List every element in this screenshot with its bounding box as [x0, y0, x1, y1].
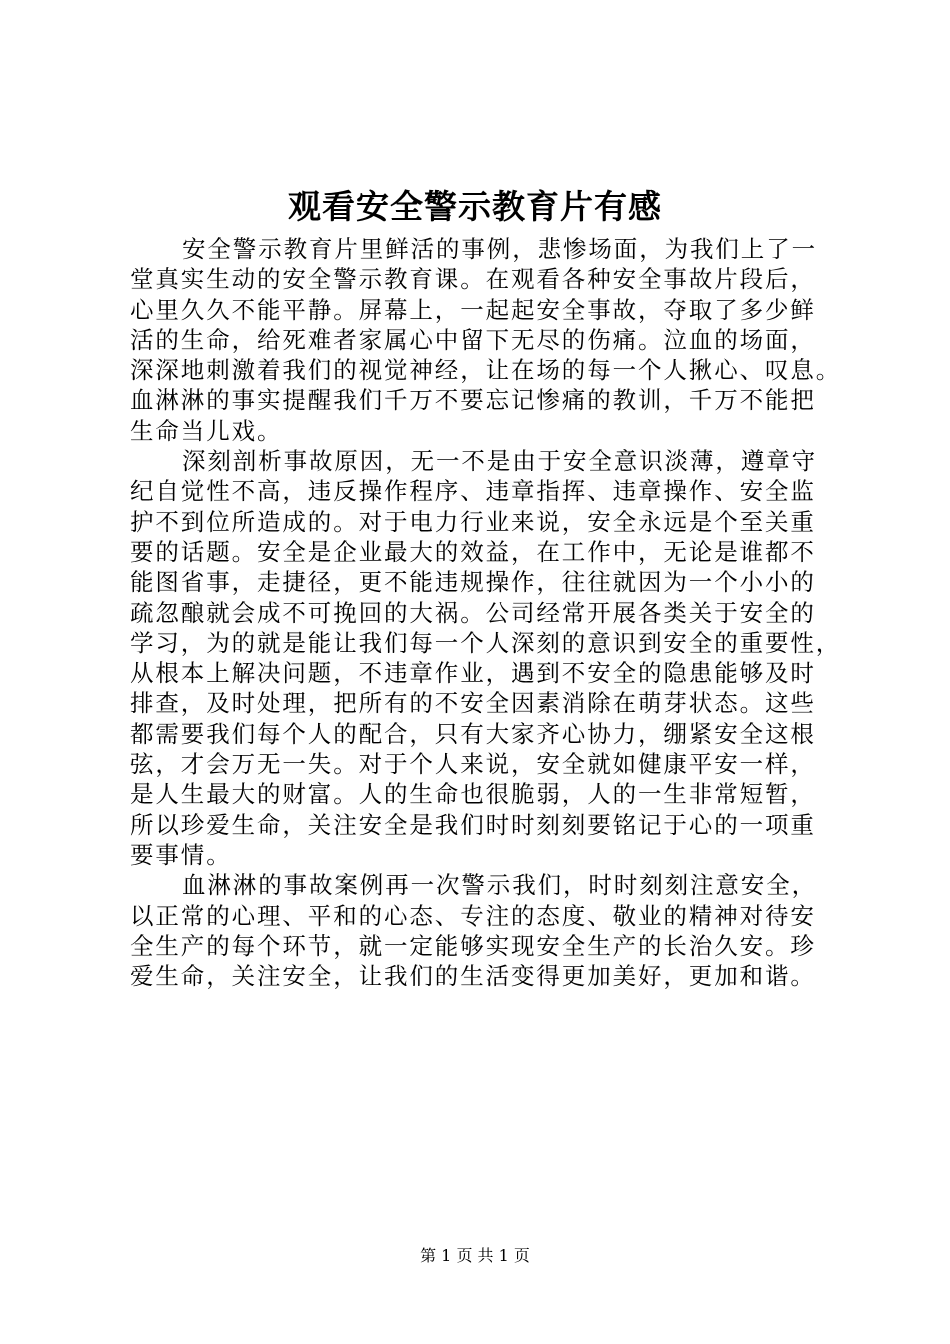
paragraph-line: 活的生命，给死难者家属心中留下无尽的伤痛。泣血的场面，: [130, 325, 816, 354]
paragraph-line: 都需要我们每个人的配合，只有大家齐心协力，绷紧安全这根: [130, 719, 816, 748]
document-body: [130, 234, 840, 991]
paragraph-1: [130, 234, 840, 446]
paragraph-line: 护不到位所造成的。对于电力行业来说，安全永远是个至关重: [130, 507, 816, 536]
paragraph-line: 纪自觉性不高，违反操作程序、违章指挥、违章操作、安全监: [130, 477, 816, 506]
paragraph-line: 血淋淋的事故案例再一次警示我们，时时刻刻注意安全，: [182, 871, 817, 900]
paragraph-line: 深刻剖析事故原因，无一不是由于安全意识淡薄，遵章守: [182, 447, 817, 476]
paragraph-2: [130, 446, 840, 870]
paragraph-line: 要事情。: [130, 840, 232, 869]
paragraph-line: 安全警示教育片里鲜活的事例，悲惨场面，为我们上了一: [182, 235, 817, 263]
paragraph-line: 深深地刺激着我们的视觉神经，让在场的每一个人揪心、叹息。: [130, 356, 842, 385]
paragraph-line: 血淋淋的事实提醒我们千万不要忘记惨痛的教训，千万不能把: [130, 386, 816, 415]
paragraph-3: [130, 870, 840, 991]
paragraph-line: 爱生命，关注安全，让我们的生活变得更加美好，更加和谐。: [130, 962, 816, 991]
paragraph-line: 心里久久不能平静。屏幕上，一起起安全事故，夺取了多少鲜: [130, 295, 816, 324]
paragraph-line: 所以珍爱生命，关注安全是我们时时刻刻要铭记于心的一项重: [130, 810, 816, 839]
paragraph-line: 全生产的每个环节，就一定能够实现安全生产的长治久安。珍: [130, 931, 816, 960]
paragraph-line: 学习，为的就是能让我们每一个人深刻的意识到安全的重要性，: [130, 628, 842, 657]
paragraph-line: 堂真实生动的安全警示教育课。在观看各种安全事故片段后，: [130, 265, 816, 294]
paragraph-line: 弦，才会万无一失。对于个人来说，安全就如健康平安一样，: [130, 750, 816, 779]
paragraph-line: 排查，及时处理，把所有的不安全因素消除在萌芽状态。这些: [130, 689, 816, 718]
page-footer: 第 1 页 共 1 页: [420, 1246, 530, 1265]
page-title: 观看安全警示教育片有感: [288, 187, 662, 226]
paragraph-line: 以正常的心理、平和的心态、专注的态度、敬业的精神对待安: [130, 901, 816, 930]
paragraph-line: 疏忽酿就会成不可挽回的大祸。公司经常开展各类关于安全的: [130, 598, 816, 627]
paragraph-line: 要的话题。安全是企业最大的效益，在工作中，无论是谁都不: [130, 537, 816, 566]
paragraph-line: 生命当儿戏。: [130, 416, 283, 445]
paragraph-line: 是人生最大的财富。人的生命也很脆弱，人的一生非常短暂，: [130, 780, 816, 809]
paragraph-line: 从根本上解决问题，不违章作业，遇到不安全的隐患能够及时: [130, 659, 816, 688]
paragraph-line: 能图省事，走捷径，更不能违规操作，往往就因为一个小小的: [130, 568, 816, 597]
